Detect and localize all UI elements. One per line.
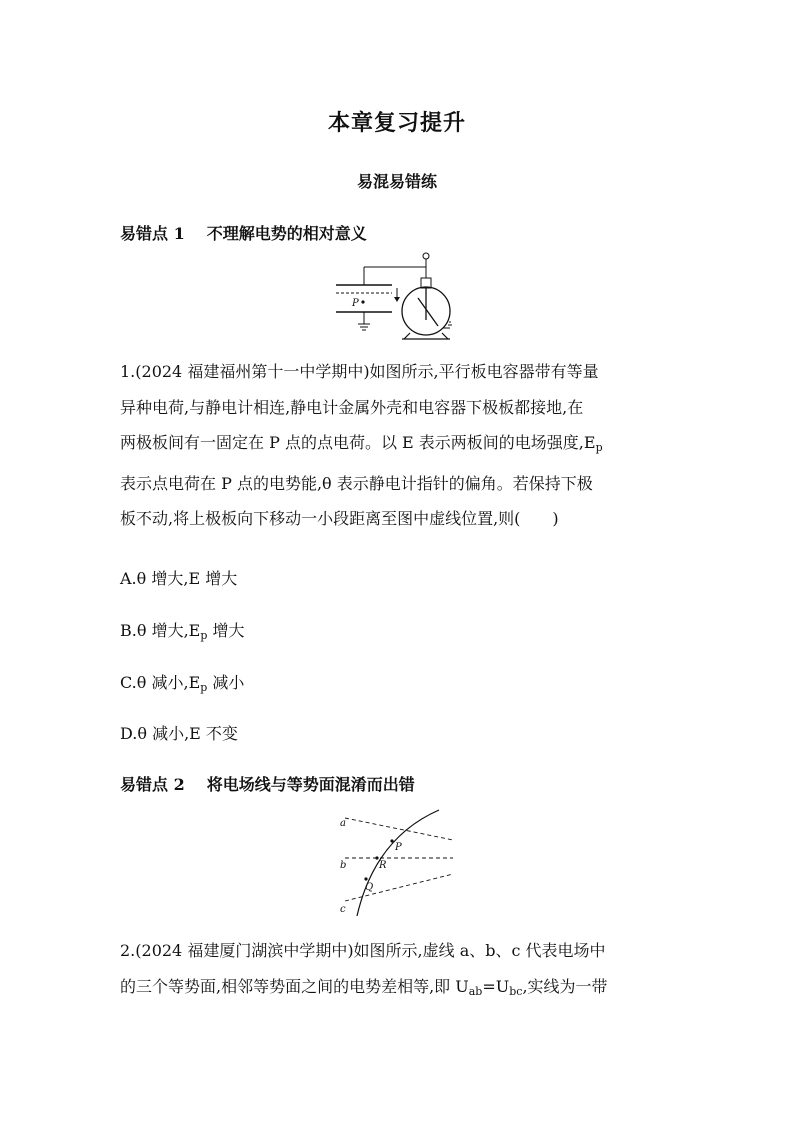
option-b-sub: p [200, 629, 208, 642]
equipotential-c [345, 874, 453, 901]
chapter-title: 本章复习提升 [327, 110, 466, 136]
error-point-2-heading [120, 772, 415, 795]
point-p-dot-2 [390, 839, 393, 842]
q2-eq: =U [482, 976, 510, 996]
label-r: R [379, 860, 387, 871]
label-a: a [340, 818, 346, 829]
question-2-text [120, 933, 680, 1009]
q1-line-1: 1.(2024 福建福州第十一中学期中)如图所示,平行板电容器带有等量 [120, 362, 599, 381]
question-1-text [120, 354, 680, 537]
q2-line-1: 2.(2024 福建厦门湖滨中学期中)如图所示,虚线 a、b、c 代表电场中 [120, 941, 606, 960]
q2-line-2-tail: ,实线为一带 [522, 976, 608, 996]
q1-sub-p: p [595, 441, 603, 455]
label-p: P [395, 842, 402, 853]
error-point-2-label: 易错点 2 [120, 775, 185, 794]
q1-line-3 [120, 425, 680, 466]
option-c-tail: 减小 [207, 673, 245, 692]
label-c: c [340, 904, 346, 915]
option-c-sub: p [200, 681, 208, 694]
q1-line-5: 板不动,将上极板向下移动一小段距离至图中虚线位置,则( ) [120, 509, 559, 529]
section-subtitle: 易混易错练 [356, 172, 437, 191]
q1-line-2: 异种电荷,与静电计相连,静电计金属外壳和电容器下极板都接地,在 [120, 397, 584, 417]
q2-sub-bc: bc [509, 984, 523, 998]
label-q: Q [365, 882, 374, 893]
option-c-text: C.θ 减小,E [120, 673, 201, 692]
point-p-dot [361, 300, 364, 303]
option-a: A.θ 增大,E 增大 [120, 569, 238, 588]
option-b-text: B.θ 增大,E [120, 621, 201, 640]
q2-sub-ab: ab [468, 984, 483, 998]
capacitor-electroscope-figure [330, 240, 465, 340]
point-q-dot [364, 877, 367, 880]
point-p-label: P [352, 298, 359, 309]
option-b-tail: 增大 [207, 621, 245, 640]
error-point-1-label: 易错点 1 [120, 224, 185, 243]
error-point-2-title: 将电场线与等势面混淆而出错 [206, 775, 415, 794]
label-b: b [340, 860, 347, 871]
q2-line-2 [120, 969, 680, 1010]
trajectory-curve [357, 810, 439, 916]
q1-line-3-text: 两极板间有一固定在 P 点的点电荷。以 E 表示两板间的电场强度,E [120, 433, 596, 453]
option-c [120, 670, 244, 694]
error-point-1-title: 不理解电势的相对意义 [206, 224, 367, 243]
q1-line-4: 表示点电荷在 P 点的电势能,θ 表示静电计指针的偏角。若保持下极 [120, 473, 593, 493]
option-d: D.θ 减小,E 不变 [120, 724, 238, 743]
equipotential-figure [335, 808, 460, 916]
q2-line-2-text: 的三个等势面,相邻等势面之间的电势差相等,即 U [120, 976, 469, 996]
option-b [120, 618, 244, 642]
